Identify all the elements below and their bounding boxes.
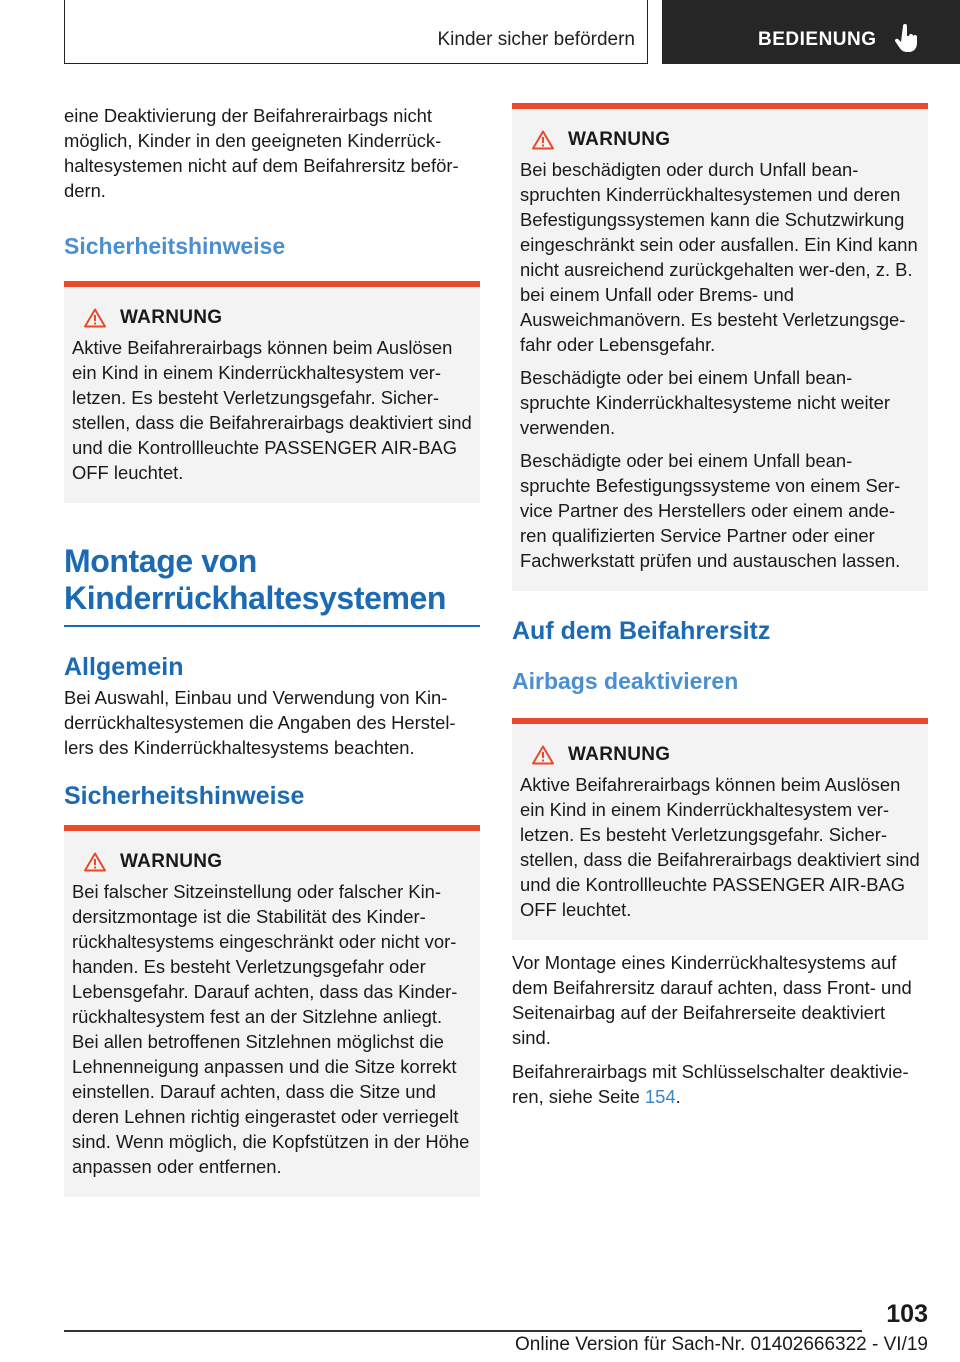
warning-paragraph-2: Beschädigte oder bei einem Unfall bean‐spruchte Kinderrückhaltesysteme nicht weiter verwenden. <box>520 367 891 438</box>
warning-triangle-icon <box>84 852 106 872</box>
header-chapter-tab <box>662 0 960 64</box>
warning-paragraph-1: Bei beschädigten oder durch Unfall bean‐spruchten Kinderrückhaltesystemen und deren Befestigungssystemen kann die Schutzwirkung eingeschränkt sein oder ausfallen. Ein Kind kann nicht ausreichend zurückgehalten wer‐den, z. B. bei einem Unfall oder Brems- und Ausweichmanövern. Es besteht Verletzungsge‐fahr oder Lebensgefahr. <box>520 159 918 355</box>
page-reference-link[interactable]: 154 <box>644 1086 676 1107</box>
page-number: 103 <box>886 1300 928 1328</box>
general-heading: Allgemein <box>64 652 184 681</box>
safety-heading-1: Sicherheitshinweise <box>64 233 286 259</box>
warning-title-row <box>72 307 472 329</box>
key-switch-suffix: . <box>675 1086 681 1107</box>
header-section-title: Kinder sicher befördern <box>437 29 635 50</box>
intro-paragraph: eine Deaktivierung der Beifahrerairbags nicht möglich, Kinder in den geeigneten Kinderrück‐haltesystemen nicht auf dem Beifahrersitz beför‐dern. <box>64 105 459 201</box>
warning-title: WARNUNG <box>568 744 671 765</box>
warning-title: WARNUNG <box>120 850 223 872</box>
warning-text: Bei falscher Sitzeinstellung oder falscher Kin‐dersitzmontage ist die Stabilität des Kinder‐rückhaltesystems eingeschränkt oder nicht vor‐handen. Es besteht Verletzungsgefahr oder Lebensgefahr. Darauf achten, dass das Kinder‐rückhaltesystem fest an der Sitzlehne anliegt. Bei allen betroffenen Sitzlehnen möglichst die Lehnenneigung anpassen und die Sitze korrekt einstellen. Darauf achten, dass die Sitze und deren Lehnen richtig eingerastet oder verriegelt sind. Wenn möglich, die Kopfstützen in der Höhe anpassen oder entfernen. <box>72 880 470 1177</box>
warning-triangle-icon <box>84 308 106 328</box>
montage-paragraph: Vor Montage eines Kinderrückhaltesystems auf dem Beifahrersitz darauf achten, dass Front- und Seitenairbag auf der Beifahrerseite deaktiviert sind. <box>512 952 912 1048</box>
general-paragraph: Bei Auswahl, Einbau und Verwendung von Kin‐derrückhaltesystemen die Angaben des Herstel‐lers des Kinderrückhaltesystems beachten. <box>64 686 456 758</box>
warning-title-row <box>72 851 472 873</box>
warning-paragraph-3: Beschädigte oder bei einem Unfall bean‐spruchte Befestigungssysteme von einem Ser‐vice Partner des Herstellers oder einem ande‐ren qualifizierten Service Partner oder einer Fachwerkstatt prüfen und austauschen lassen. <box>520 450 901 571</box>
key-switch-text: Beifahrerairbags mit Schlüsselschalter deaktivie‐ren, siehe Seite <box>512 1061 909 1107</box>
footer-rule <box>64 1330 862 1332</box>
passenger-seat-heading: Auf dem Beifahrersitz <box>512 617 771 645</box>
header-section-box <box>64 0 648 64</box>
heading-rule <box>64 625 480 627</box>
safety-heading-2: Sicherheitshinweise <box>64 781 305 810</box>
warning-box-2 <box>64 825 480 1197</box>
header-chapter-label: BEDIENUNG <box>758 29 877 50</box>
warning-triangle-icon <box>532 130 554 150</box>
online-version-text: Online Version für Sach-Nr. 01402666322 - VI/19 <box>515 1334 928 1355</box>
warning-title: WARNUNG <box>120 307 223 328</box>
warning-title-row <box>520 129 920 151</box>
right-column <box>512 103 928 1118</box>
pointing-hand-icon <box>894 24 920 54</box>
warning-box-4 <box>512 718 928 940</box>
key-switch-paragraph <box>512 1059 928 1109</box>
main-heading: Montage von Kinderrückhaltesystemen <box>64 543 447 616</box>
airbags-heading: Airbags deaktivieren <box>512 668 739 694</box>
warning-title: WARNUNG <box>568 129 671 150</box>
warning-text: Aktive Beifahrerairbags können beim Auslösen ein Kind in einem Kinderrückhaltesystem ver‐letzen. Es besteht Verletzungsgefahr. Sicher‐stellen, dass die Beifahrerairbags deaktiviert sind und die Kontrollleuchte PASSENGER AIR‐BAG OFF leuchtet. <box>520 774 920 920</box>
warning-triangle-icon <box>532 745 554 765</box>
warning-text: Aktive Beifahrerairbags können beim Auslösen ein Kind in einem Kinderrückhaltesystem ver‐letzen. Es besteht Verletzungsgefahr. Sicher‐stellen, dass die Beifahrerairbags deaktiviert sind und die Kontrollleuchte PASSENGER AIR‐BAG OFF leuchtet. <box>72 337 472 483</box>
left-column <box>64 103 480 1197</box>
warning-title-row <box>520 744 920 766</box>
warning-box-1 <box>64 281 480 503</box>
warning-box-3 <box>512 103 928 591</box>
